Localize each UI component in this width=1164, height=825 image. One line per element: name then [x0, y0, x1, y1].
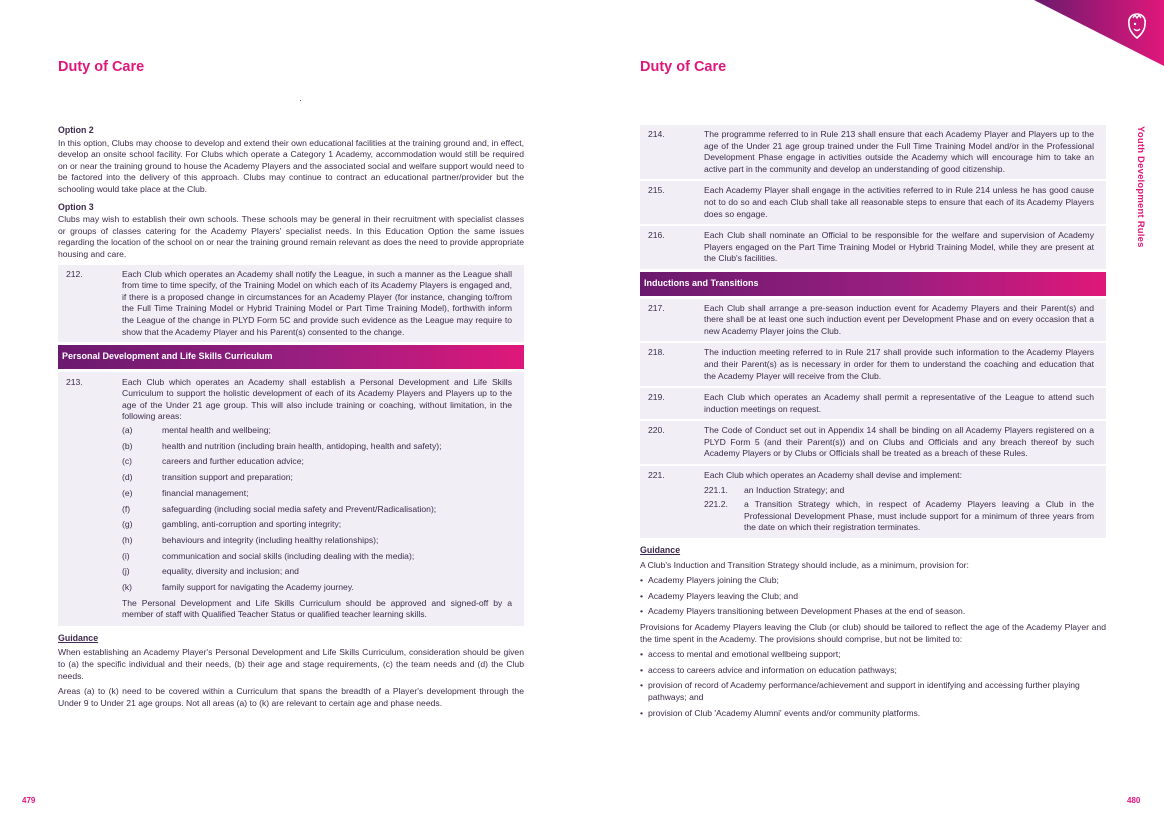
bullet-text: provision of Club 'Academy Alumni' events and/or community platforms.: [648, 707, 921, 718]
rule-218: [640, 343, 1106, 386]
rule-text: The induction meeting referred to in Rule 217 shall provide such information to the Academy Players and their Parent(s) as is necessary in order for them to understand the coaching and education that the Academy Player will receive from the Club.: [704, 347, 1094, 381]
bullet-text: Academy Players joining the Club;: [648, 575, 779, 586]
list-item: [640, 606, 1106, 618]
curriculum-areas-list: [122, 425, 512, 593]
rule-214: [640, 125, 1106, 179]
bullet-text: access to mental and emotional wellbeing support;: [648, 649, 841, 660]
rule-number: 213.: [66, 376, 83, 387]
list-item: [640, 708, 1106, 720]
rule-number: 219.: [648, 392, 665, 403]
section-heading-personal-development: Personal Development and Life Skills Curriculum: [58, 345, 524, 369]
list-item: [640, 649, 1106, 661]
rule-number: 220.: [648, 425, 665, 436]
option3-heading: Option 3: [58, 201, 94, 212]
bullet-icon: •: [640, 590, 644, 601]
list-letter: (g): [122, 519, 133, 530]
list-letter: (c): [122, 456, 133, 467]
side-section-label: Youth Development Rules: [1135, 126, 1146, 248]
list-text: equality, diversity and inclusion; and: [162, 566, 299, 577]
list-text: financial management;: [162, 487, 249, 498]
bullet-text: Academy Players transitioning between Development Phases at the end of season.: [648, 606, 966, 617]
rule-219: [640, 388, 1106, 419]
rule-text: The programme referred to in Rule 213 shall ensure that each Academy Player and Players up to the age of the Under 21 age group trained under the Full Time Training Model and/or in the Professional Development Phase engage in activities outside the Academy which will encourage him to take an active part in the community and develop an understanding of good citizenship.: [704, 129, 1094, 174]
list-text: an Induction Strategy; and: [744, 484, 845, 495]
list-text: family support for navigating the Academy journey.: [162, 581, 354, 592]
page-number: 479: [22, 796, 36, 805]
list-item: [122, 519, 512, 531]
bullet-icon: •: [640, 664, 644, 675]
rule-text: The Code of Conduct set out in Appendix 14 shall be binding on all Academy Players registered on a PLYD Form 5 (and their Parent(s)) and on Clubs and Officials and any breach thereof by such Academy Players or by Clubs or Officials shall be treated as a breach of these Rules.: [704, 425, 1094, 459]
list-text: behaviours and integrity (including healthy relationships);: [162, 534, 379, 545]
list-letter: (h): [122, 534, 133, 545]
list-text: careers and further education advice;: [162, 456, 304, 467]
guidance-intro: A Club's Induction and Transition Strategy should include, as a minimum, provision for:: [640, 559, 969, 570]
list-letter: (e): [122, 487, 133, 498]
rule-number: 216.: [648, 230, 665, 241]
rule-217: [640, 299, 1106, 342]
bullet-icon: •: [640, 606, 644, 617]
list-text: gambling, anti-corruption and sporting integrity;: [162, 519, 342, 530]
premier-league-lion-icon: [1125, 12, 1149, 40]
rule-215: [640, 181, 1106, 224]
rule-number: 214.: [648, 129, 665, 139]
option2-text: In this option, Clubs may choose to develop and extend their own educational facilities at the training ground and, in effect, develop an onsite school facility. For Clubs which operate a Category 1 Academy, accommodation would still be required on or near the training ground to house the Academy Players and the associated social and welfare support would need to be factored into the delivery of this approach. Clubs may continue to contract an educational partner/provider but the schooling would take place at the Club.: [58, 137, 524, 194]
list-letter: (a): [122, 425, 133, 436]
rule-text: Each Club which operates an Academy shall notify the League, in such a manner as the League shall from time to time specify, of the Training Model on which each of its Academy Players is engaged and, if there is a proposed change in circumstances for an Academy Player (for instance, changing to/from the Full Time Training Model or Hybrid Training Model or Part Time Training Model), forthwith inform the League of the change in PLYD Form 5C and provide such evidence as the League may require to show that the Academy Player and his Parent(s) consented to the change.: [122, 268, 512, 337]
rule-text: Each Club which operates an Academy shall establish a Personal Development and Life Skills Curriculum to support the holistic development of each of its Academy Players and Players up to the age of the Under 21 age group. This will also include training or coaching, without limitation, in the following areas:: [122, 376, 512, 422]
list-item: [122, 504, 512, 516]
list-text: mental health and wellbeing;: [162, 425, 271, 436]
rule-text: Each Club which operates an Academy shall devise and implement:: [704, 470, 962, 481]
list-text: a Transition Strategy which, in respect of Academy Players leaving a Club in the Professional Development Phase, must include support for a minimum of three years from the date on which their registration terminates.: [744, 499, 1094, 533]
rule-221: [640, 466, 1106, 538]
left-content: [58, 125, 524, 713]
rule-212: [58, 265, 524, 343]
list-item: [640, 680, 1106, 703]
bullet-text: access to careers advice and information on education pathways;: [648, 664, 897, 675]
list-letter: (j): [122, 566, 130, 577]
right-content: [640, 125, 1106, 723]
list-item: [122, 425, 512, 437]
list-number: 221.2.: [704, 499, 728, 510]
guidance-heading: Guidance: [640, 545, 681, 556]
bullet-icon: •: [640, 575, 644, 586]
list-item: [704, 499, 1094, 534]
bullet-icon: •: [640, 680, 644, 691]
bullet-text: provision of record of Academy performance/achievement and support in identifying and accessing further playing pathways; and: [648, 680, 1080, 702]
option2-heading: Option 2: [58, 125, 94, 135]
option3-text: Clubs may wish to establish their own schools. These schools may be general in their recruitment with specialist classes or groups of classes catering for the Academy Players' specialist needs. In this Education Option the same issues regarding the location of the school on or near the training ground remain relevant as does the need to provide appropriate housing and care.: [58, 214, 524, 259]
rule-213: [58, 372, 524, 626]
bullet-icon: •: [640, 707, 644, 718]
page-title: Duty of Care: [640, 59, 727, 75]
rule-closing-text: The Personal Development and Life Skills Curriculum should be approved and signed-off by a member of staff with Qualified Teacher Status or qualified teacher learning skills.: [122, 597, 512, 620]
list-letter: (d): [122, 472, 133, 483]
rule-text: Each Club shall nominate an Official to be responsible for the welfare and supervision of Academy Players engaged on the Part Time Training Model or Hybrid Training Model, while they are present at the Club's facilities.: [704, 230, 1094, 264]
list-item: [122, 582, 512, 594]
rule-220: [640, 421, 1106, 464]
list-item: [122, 551, 512, 563]
list-item: [640, 575, 1106, 587]
list-item: [122, 456, 512, 468]
rule-number: 218.: [648, 347, 665, 358]
rule-number: 212.: [66, 268, 83, 279]
list-item: [122, 441, 512, 453]
rule-text: Each Academy Player shall engage in the activities referred to in Rule 214 unless he has good cause not to do so and each Club shall take all reasonable steps to ensure that each of its Academy Players does so engage.: [704, 185, 1094, 219]
list-text: safeguarding (including social media safety and Prevent/Radicalisation);: [162, 503, 437, 514]
guidance-paragraph: Areas (a) to (k) need to be covered within a Curriculum that spans the breadth of a Player's development through the Under 9 to Under 21 age groups. Not all areas (a) to (k) are relevant to certain age and phase needs.: [58, 686, 524, 708]
list-item: [704, 485, 1094, 497]
guidance-heading: Guidance: [58, 632, 99, 643]
list-item: [122, 472, 512, 484]
rule-text: Each Club which operates an Academy shall permit a representative of the League to attend such induction meetings on request.: [704, 392, 1094, 414]
list-item: [640, 591, 1106, 603]
list-letter: (i): [122, 550, 130, 561]
list-item: [122, 566, 512, 578]
list-item: [122, 535, 512, 547]
list-letter: (k): [122, 581, 133, 592]
rule-text: Each Club shall arrange a pre-season induction event for Academy Players and their Parent(s) and there shall be at least one such induction event per Development Phase and on every occasion that a new Academy Player joins the Club.: [704, 302, 1094, 336]
rule-216: [640, 226, 1106, 269]
stray-dot: [300, 100, 301, 101]
guidance-paragraph: Provisions for Academy Players leaving the Club (or club) should be tailored to reflect the age of the Academy Player and the time spent in the Academy. The provisions should comprise, but not be limited to:: [640, 622, 1106, 644]
rule-number: 215.: [648, 185, 665, 196]
list-letter: (f): [122, 503, 131, 514]
bullet-text: Academy Players leaving the Club; and: [648, 590, 798, 601]
list-text: communication and social skills (including dealing with the media);: [162, 550, 415, 561]
list-text: transition support and preparation;: [162, 472, 293, 483]
guidance-paragraph: When establishing an Academy Player's Personal Development and Life Skills Curriculum, consideration should be given to (a) the specific individual and their needs, (b) their age and stage requirements, (c) the team needs and (d) the Club needs.: [58, 647, 524, 681]
list-letter: (b): [122, 440, 133, 451]
page-title: Duty of Care: [58, 59, 145, 75]
section-heading-inductions: Inductions and Transitions: [640, 272, 1106, 296]
list-item: [640, 665, 1106, 677]
page-number: 480: [1127, 796, 1141, 805]
right-page: [582, 0, 1164, 825]
rule-number: 217.: [648, 302, 665, 313]
list-number: 221.1.: [704, 484, 728, 495]
bullet-icon: •: [640, 649, 644, 660]
list-text: health and nutrition (including brain health, antidoping, health and safety);: [162, 440, 442, 451]
rule-number: 221.: [648, 470, 665, 481]
list-item: [122, 488, 512, 500]
